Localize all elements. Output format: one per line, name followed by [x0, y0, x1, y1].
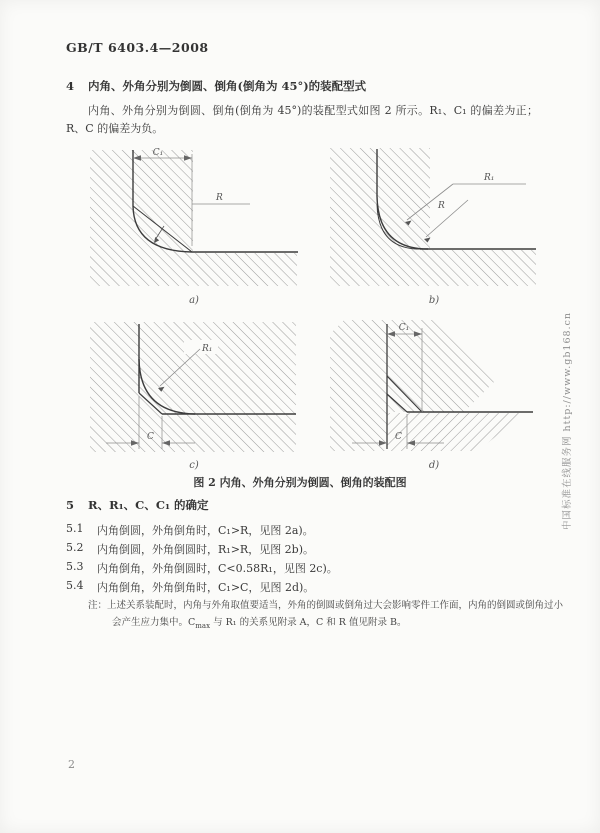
dim-label-r: R: [438, 201, 445, 211]
note-line1: 上述关系装配时，内角与外角取值要适当，外角的倒圆或倒角过大会影响零件工作面，内角的倒圆或倒角过小: [107, 600, 564, 611]
clause-text: 内角倒角，外角倒圆时，C<0.58R₁，见图 2c)。: [97, 562, 338, 575]
label-clearing: [184, 340, 218, 354]
dim-label-r1: R₁: [484, 173, 495, 183]
section5-heading: [66, 497, 209, 513]
section4-paragraph: 内角、外角分别为倒圆、倒角(倒角为 45°)的装配型式如图 2 所示。R₁、C₁ 的偏差为正；R、C 的偏差为负。: [66, 104, 538, 135]
hatch-lower-right: [193, 253, 297, 286]
cmax-subscript: max: [195, 621, 211, 630]
dim-label-r: R: [216, 193, 223, 203]
clause-number: 5.3: [66, 560, 84, 573]
dim-label-c: C: [395, 432, 402, 442]
sublabel-d: d): [428, 460, 440, 471]
dim-label-r1: R₁: [202, 344, 213, 354]
note-line2-pre: 会产生应力集中。: [112, 617, 189, 628]
figure2a-diagram: [88, 146, 300, 292]
dim-label-c: C: [147, 432, 154, 442]
clause-5-4: [66, 579, 314, 595]
hatch-part2: [387, 413, 524, 451]
note-paragraph: [88, 597, 564, 635]
r-leader: [426, 200, 468, 237]
clause-5-2: [66, 541, 314, 557]
figure-caption: 图 2 内角、外角分别为倒圆、倒角的装配图: [193, 476, 407, 489]
section4-heading: [66, 78, 366, 94]
note-label: 注：: [88, 600, 108, 611]
hatch-lower-right: [430, 250, 536, 286]
clause-5-3: [66, 560, 338, 576]
clause-number: 5.2: [66, 541, 84, 554]
sublabel-c: c): [189, 460, 199, 471]
dim-label-c1: C₁: [152, 148, 164, 158]
figure2d-diagram: [328, 316, 540, 458]
section5-number: 5: [66, 498, 75, 512]
hatch-upper-left: [90, 150, 193, 286]
standard-number: GB/T 6403.4—2008: [66, 40, 209, 55]
clause-text: 内角倒角，外角倒角时，C₁>C，见图 2d)。: [97, 581, 315, 594]
clause-number: 5.1: [66, 522, 84, 535]
dim-label-c1: C₁: [398, 323, 410, 333]
sublabel-b: b): [428, 295, 440, 306]
sublabel-a: a): [189, 295, 199, 306]
page-number: 2: [68, 758, 75, 771]
clause-text: 内角倒圆，外角倒角时，C₁>R，见图 2a)。: [97, 524, 314, 537]
note-line2-post: 与 R₁ 的关系见附录 A，C 和 R 值见附录 B。: [210, 617, 407, 628]
clause-5-1: [66, 522, 314, 538]
watermark-vertical-text: 中国标准在线服务网 http://www.gb168.cn: [562, 312, 573, 530]
clause-text: 内角倒圆，外角倒圆时，R₁>R，见图 2b)。: [97, 543, 315, 556]
section5-title: R、R₁、C、C₁ 的确定: [88, 498, 209, 512]
cmax-symbol: C: [188, 617, 196, 628]
section4-title: 内角、外角分别为倒圆、倒角(倒角为 45°)的装配型式: [88, 79, 367, 93]
figure2c-diagram: [88, 316, 300, 458]
section4-number: 4: [66, 79, 75, 93]
clause-number: 5.4: [66, 579, 84, 592]
figure2b-diagram: [328, 146, 540, 292]
